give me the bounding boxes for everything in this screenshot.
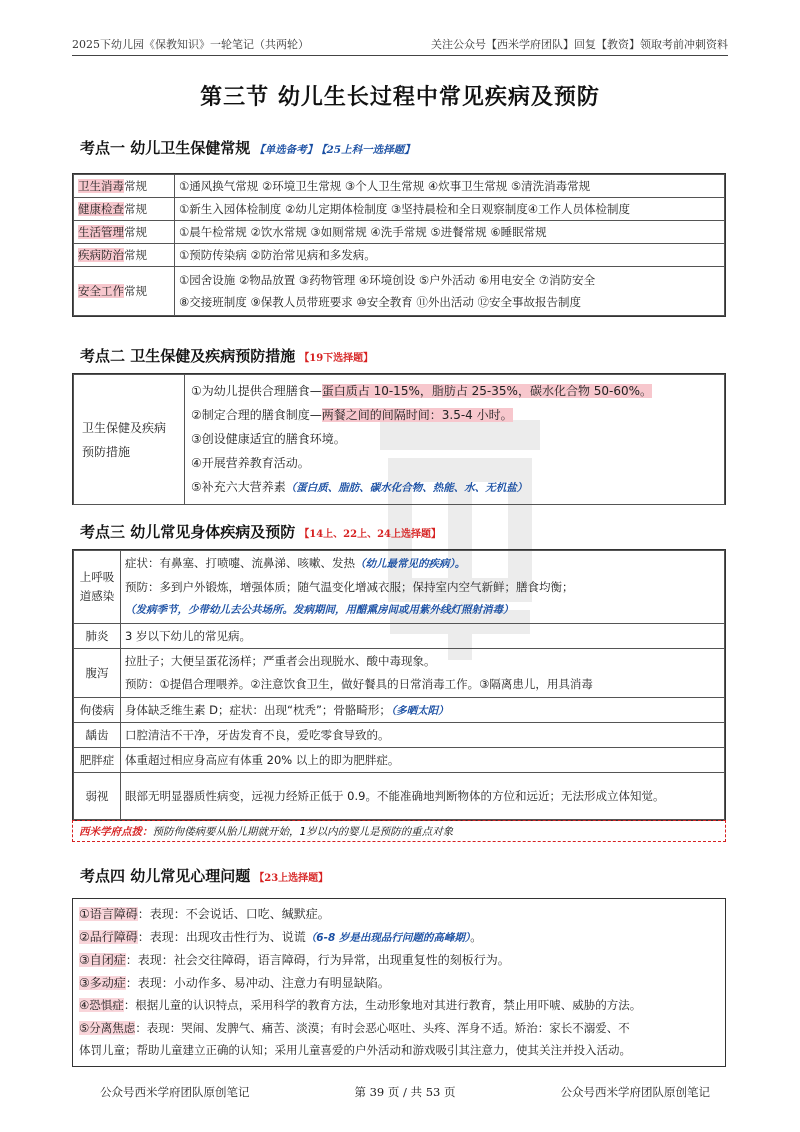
disease-name: 龋齿 [74, 723, 121, 748]
disease-detail: 眼部无明显器质性病变，远视力经矫正低于 0.9。不能准确地判断物体的方位和远近；无法形成立体知觉。 [121, 773, 725, 820]
measures-list [185, 375, 725, 505]
row-value: ①晨午检常规 ②饮水常规 ③如厕常规 ④洗手常规 ⑤进餐常规 ⑥睡眠常规 [175, 221, 725, 244]
row-key: 卫生消毒常规 [74, 175, 175, 198]
disease-detail: 体重超过相应身高应有体重 20% 以上的即为肥胖症。 [121, 748, 725, 773]
footer-left: 公众号西米学府团队原创笔记 [100, 1085, 250, 1099]
disease-name: 佝偻病 [74, 698, 121, 723]
row-value: ①新生入园体检制度 ②幼儿定期体检制度 ③坚持晨检和全日观察制度④工作人员体检制度 [175, 198, 725, 221]
section-3-tag: 【14上、22上、24上选择题】 [299, 529, 441, 540]
table-row [74, 221, 725, 244]
health-measures-table [72, 373, 726, 505]
table-row [74, 267, 725, 316]
table-row [74, 175, 725, 198]
table-row [74, 198, 725, 221]
measure-item: ④开展营养教育活动。 [191, 456, 310, 470]
page-footer [100, 1084, 710, 1100]
section-4-title: 考点四 幼儿常见心理问题 [80, 867, 251, 885]
header-left: 2025下幼儿园《保教知识》一轮笔记（共两轮） [72, 38, 309, 51]
disease-name: 弱视 [74, 773, 121, 820]
page-number: 第 39 页 / 共 53 页 [354, 1085, 456, 1099]
measure-item: ①为幼儿提供合理膳食—蛋白质占 10-15%，脂肪占 25-35%，碳水化合物 50-60%。 [191, 384, 653, 398]
header-right: 关注公众号【西米学府团队】回复【教资】领取考前冲刺资料 [431, 38, 728, 51]
disease-detail: 身体缺乏维生素 D；症状：出现“枕秃”；骨骼畸形；（多晒太阳） [121, 698, 725, 723]
list-item: ⑤分离焦虑：表现：哭闹、发脾气、痛苦、淡漠；有时会恶心呕吐、头疼、浑身不适。矫治：家长不溺爱、不 [79, 1020, 630, 1035]
measure-item: ②制定合理的膳食制度—两餐之间的间隔时间：3.5-4 小时。 [191, 408, 513, 422]
disease-detail: 口腔清洁不干净，牙齿发育不良，爱吃零食导致的。 [121, 723, 725, 748]
section-2-heading [80, 345, 373, 366]
row-value: ①园舍设施 ②物品放置 ③药物管理 ④环境创设 ⑤户外活动 ⑥用电安全 ⑦消防安全 ⑧交接班制度 ⑨保教人员带班要求 ⑩安全教育 ⑪外出活动 ⑫安全事故报告制度 [175, 267, 725, 316]
row-value: ①预防传染病 ②防治常见病和多发病。 [175, 244, 725, 267]
disease-name: 腹泻 [74, 649, 121, 698]
page-title: 第三节 幼儿生长过程中常见疾病及预防 [200, 84, 600, 110]
physical-disease-table [72, 549, 726, 821]
section-3-heading [80, 521, 441, 542]
disease-name: 肺炎 [74, 624, 121, 649]
psych-issues-box [72, 898, 726, 1067]
list-item: 体罚儿童；帮助儿童建立正确的认知；采用儿童喜爱的户外活动和游戏吸引其注意力，使其关注并投入活动。 [79, 1043, 631, 1057]
page-header [72, 30, 728, 56]
list-item: ②品行障碍：表现：出现攻击性行为、说谎（6-8 岁是出现品行问题的高峰期）。 [79, 929, 483, 944]
table-row [74, 649, 725, 698]
list-item: ③多动症：表现：小动作多、易冲动、注意力有明显缺陷。 [79, 975, 390, 990]
section-2-tag: 【19下选择题】 [299, 353, 374, 364]
section-1-tag-2: 【25上科一选择题】 [321, 144, 415, 156]
section-1-heading [80, 137, 415, 158]
table-row [74, 551, 725, 624]
section-4-tag: 【23上选择题】 [254, 873, 329, 884]
table-row [74, 698, 725, 723]
section-1-title: 考点一 幼儿卫生保健常规 [80, 139, 251, 157]
table-row [74, 773, 725, 820]
disease-detail: 3 岁以下幼儿的常见病。 [121, 624, 725, 649]
disease-name: 肥胖症 [74, 748, 121, 773]
list-item: ③自闭症：表现：社会交往障碍，语言障碍，行为异常，出现重复性的刻板行为。 [79, 953, 510, 967]
measure-item: ③创设健康适宜的膳食环境。 [191, 432, 346, 446]
section-1-tag-1: 【单选备考】 [254, 144, 318, 156]
row-key: 生活管理常规 [74, 221, 175, 244]
section-4-heading [80, 865, 328, 886]
row-key: 健康检查常规 [74, 198, 175, 221]
footer-right: 公众号西米学府团队原创笔记 [560, 1085, 710, 1099]
row-value: ①通风换气常规 ②环境卫生常规 ③个人卫生常规 ④炊事卫生常规 ⑤清洗消毒常规 [175, 175, 725, 198]
measure-item: ⑤补充六大营养素（蛋白质、脂肪、碳水化合物、热能、水、无机盐） [191, 480, 528, 494]
section-2-title: 考点二 卫生保健及疾病预防措施 [80, 347, 296, 365]
disease-detail: 拉肚子；大便呈蛋花汤样；严重者会出现脱水、酸中毒现象。 预防：①提倡合理喂养。②注意饮食卫生，做好餐具的日常消毒工作。③隔离患儿，用具消毒 [121, 649, 725, 698]
hygiene-routine-table [72, 173, 726, 317]
row-key: 疾病防治常规 [74, 244, 175, 267]
disease-name: 上呼吸道感染 [74, 551, 121, 624]
table-row [74, 624, 725, 649]
tip-box: 西米学府点拨：预防佝偻病要从胎儿期就开始，1岁以内的婴儿是预防的重点对象 [72, 820, 726, 842]
row-key: 安全工作常规 [74, 267, 175, 316]
measures-label: 卫生保健及疾病预防措施 [74, 375, 185, 505]
table-row [74, 723, 725, 748]
list-item: ①语言障碍：表现：不会说话、口吃、缄默症。 [79, 907, 330, 921]
table-row [74, 244, 725, 267]
table-row [74, 748, 725, 773]
list-item: ④恐惧症：根据儿童的认识特点，采用科学的教育方法，生动形象地对其进行教育，禁止用吓唬、威胁的方法。 [79, 998, 642, 1012]
disease-detail: 症状：有鼻塞、打喷嚏、流鼻涕、咳嗽、发热（幼儿最常见的疾病）。 预防：多到户外锻炼，增强体质；随气温变化增减衣服；保持室内空气新鲜；膳食均衡； （发病季节，少带幼儿去公共场所。发病期间，用醋熏房间或用紫外线灯照射消毒） [121, 551, 725, 624]
section-3-title: 考点三 幼儿常见身体疾病及预防 [80, 523, 296, 541]
